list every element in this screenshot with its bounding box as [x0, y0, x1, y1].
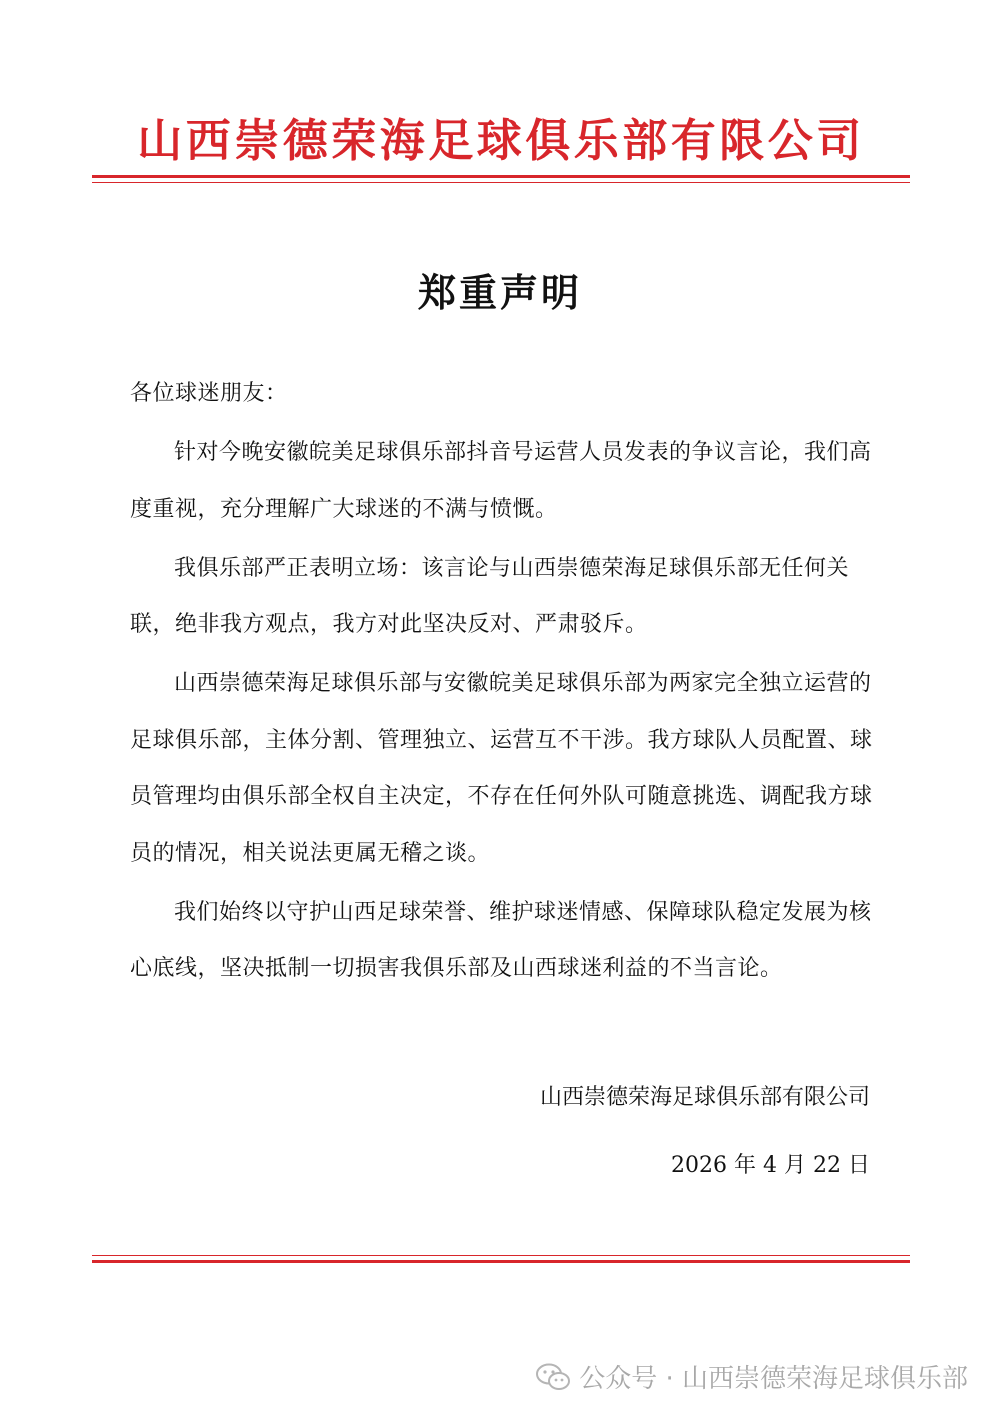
- wechat-icon: [535, 1362, 571, 1392]
- paragraph-1: 针对今晚安徽皖美足球俱乐部抖音号运营人员发表的争议言论，我们高度重视，充分理解广大球迷的不满与愤慨。: [130, 440, 872, 522]
- footer-rule-thin: [92, 1255, 910, 1256]
- salutation: 各位球迷朋友：: [130, 381, 288, 406]
- header-rule-thick: [92, 175, 910, 178]
- document-body: [130, 366, 890, 998]
- letterhead-org-name: 山西崇德荣海足球俱乐部有限公司: [137, 114, 865, 167]
- wechat-watermark: [535, 1358, 968, 1395]
- paragraph-3: 山西崇德荣海足球俱乐部与安徽皖美足球俱乐部为两家完全独立运营的足球俱乐部，主体分割、管理独立、运营互不干涉。我方球队人员配置、球员管理均由俱乐部全权自主决定，不存在任何外队可随意挑选、调配我方球员的情况，相关说法更属无稽之谈。: [130, 671, 873, 866]
- watermark-text: 公众号 · 山西崇德荣海足球俱乐部: [579, 1364, 968, 1394]
- signature-date: 2026 年 4 月 22 日: [671, 1153, 870, 1178]
- signature-org: 山西崇德荣海足球俱乐部有限公司: [539, 1085, 870, 1110]
- paragraph-4: 我们始终以守护山西足球荣誉、维护球迷情感、保障球队稳定发展为核心底线，坚决抵制一切损害我俱乐部及山西球迷利益的不当言论。: [130, 899, 872, 981]
- paragraph-2: 我俱乐部严正表明立场：该言论与山西崇德荣海足球俱乐部无任何关联，绝非我方观点，我方对此坚决反对、严肃驳斥。: [130, 555, 850, 637]
- footer-rule-thick: [92, 1260, 910, 1263]
- header-rule-thin: [92, 182, 910, 183]
- document-title: 郑重声明: [417, 271, 582, 315]
